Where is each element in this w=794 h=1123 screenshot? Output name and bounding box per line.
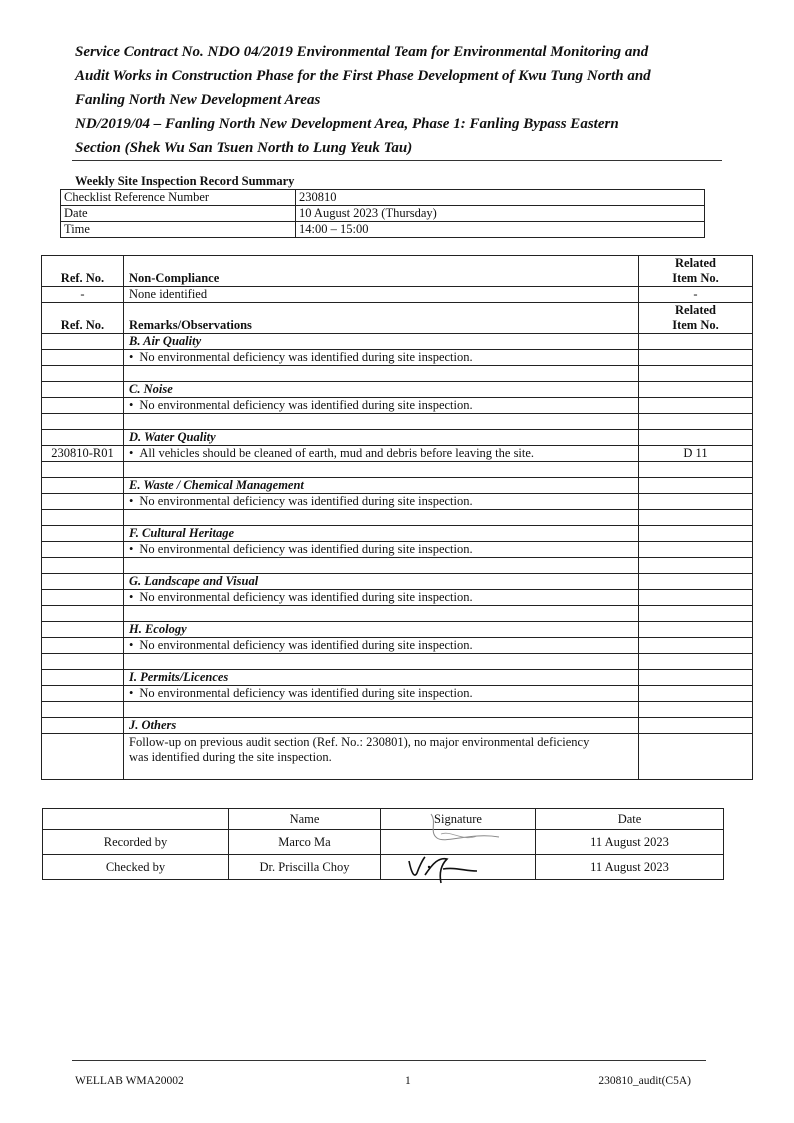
summary-value: 230810 [296,190,705,206]
section-title-row [42,526,753,542]
empty-cell [42,702,124,718]
section-title: F. Cultural Heritage [124,526,639,542]
footer-right: 230810_audit(C5A) [598,1075,691,1087]
empty-cell [124,414,639,430]
section-title: E. Waste / Chemical Management [124,478,639,494]
empty-cell [42,414,124,430]
observation-row [42,686,753,702]
bullet-text: • No environmental deficiency was identified during site inspection. [129,350,473,364]
column-header-ref: Ref. No. [42,303,124,334]
column-header-name: Name [229,809,381,830]
summary-value: 14:00 – 15:00 [296,222,705,238]
signoff-name: Marco Ma [229,830,381,855]
related-cell [639,350,753,366]
empty-cell [42,606,124,622]
section-title: B. Air Quality [124,334,639,350]
summary-row [61,222,705,238]
summary-label: Date [61,206,296,222]
section-title-row [42,718,753,734]
ref-cell [42,542,124,558]
summary-value: 10 August 2023 (Thursday) [296,206,705,222]
column-header-noncompliance: Non-Compliance [124,256,639,287]
related-cell: - [639,287,753,303]
section-title-row [42,478,753,494]
ref-cell [42,622,124,638]
ref-cell [42,478,124,494]
footer-left: WELLAB WMA20002 [75,1075,184,1087]
ref-cell: - [42,287,124,303]
others-row [42,734,753,780]
ref-cell [42,526,124,542]
related-cell [639,382,753,398]
remarks-header-row [42,303,753,334]
signature-cell [381,830,536,855]
noncompliance-row [42,287,753,303]
observation-text [124,590,639,606]
empty-cell [639,414,753,430]
ref-cell [42,382,124,398]
summary-table [60,189,705,238]
section-title: I. Permits/Licences [124,670,639,686]
signoff-date: 11 August 2023 [536,830,724,855]
spacer-row [42,414,753,430]
spacer-row [42,702,753,718]
column-header-remarks: Remarks/Observations [124,303,639,334]
summary-row [61,206,705,222]
section-title-row [42,622,753,638]
ref-cell [42,398,124,414]
summary-label: Time [61,222,296,238]
column-header-ref: Ref. No. [42,256,124,287]
related-cell [639,638,753,654]
section-title-row [42,574,753,590]
observation-row [42,446,753,462]
related-cell: D 11 [639,446,753,462]
related-cell [639,334,753,350]
empty-cell [639,510,753,526]
ref-cell [42,686,124,702]
ref-cell [42,670,124,686]
header-line: Service Contract No. NDO 04/2019 Environmental Team for Environmental Monitoring and [75,44,649,60]
empty-cell [42,510,124,526]
related-cell [639,574,753,590]
empty-cell [124,510,639,526]
ref-cell [42,574,124,590]
bullet-text: • All vehicles should be cleaned of earth, mud and debris before leaving the site. [129,446,534,460]
signoff-role: Recorded by [43,830,229,855]
header-divider [72,160,722,161]
bullet-text: • No environmental deficiency was identified during site inspection. [129,638,473,652]
spacer-row [42,510,753,526]
section-title: C. Noise [124,382,639,398]
observation-text [124,542,639,558]
observation-text [124,446,639,462]
related-cell [639,622,753,638]
empty-cell [124,702,639,718]
observation-row [42,398,753,414]
empty-cell [639,462,753,478]
column-header-signature: Signature [381,809,536,830]
related-cell [639,430,753,446]
empty-cell [639,654,753,670]
signoff-row [43,855,724,880]
ref-cell [42,430,124,446]
summary-row [61,190,705,206]
signature-image [381,853,536,881]
ref-cell [42,494,124,510]
observation-row [42,542,753,558]
empty-cell [124,558,639,574]
observation-row [42,494,753,510]
page-number: 1 [405,1075,411,1087]
bullet-text: • No environmental deficiency was identified during site inspection. [129,542,473,556]
observation-row [42,638,753,654]
empty-cell [639,366,753,382]
section-title-row [42,334,753,350]
bullet-text: • No environmental deficiency was identified during site inspection. [129,686,473,700]
empty-cell [639,606,753,622]
spacer-row [42,558,753,574]
section-title: H. Ecology [124,622,639,638]
summary-label: Checklist Reference Number [61,190,296,206]
spacer-row [42,654,753,670]
ref-cell [42,334,124,350]
ref-cell [42,350,124,366]
signoff-row [43,830,724,855]
signoff-role: Checked by [43,855,229,880]
section-title-row [42,670,753,686]
signature-cell [381,855,536,880]
empty-cell [639,558,753,574]
observation-text [124,350,639,366]
inspection-table [41,255,753,780]
bullet-text: • No environmental deficiency was identified during site inspection. [129,494,473,508]
empty-cell [124,366,639,382]
related-cell [639,590,753,606]
signoff-date: 11 August 2023 [536,855,724,880]
section-title-row [42,430,753,446]
empty-cell [42,654,124,670]
empty-cell [124,654,639,670]
spacer-row [42,462,753,478]
noncompliance-text: None identified [124,287,639,303]
ref-cell: 230810-R01 [42,446,124,462]
bullet-text: • No environmental deficiency was identified during site inspection. [129,398,473,412]
spacer-row [42,606,753,622]
observation-row [42,590,753,606]
signoff-name: Dr. Priscilla Choy [229,855,381,880]
observation-row [42,350,753,366]
empty-cell [42,558,124,574]
empty-cell [42,462,124,478]
observation-text [124,638,639,654]
related-cell [639,478,753,494]
related-cell [639,398,753,414]
header-line: Audit Works in Construction Phase for the First Phase Development of Kwu Tung North and [75,68,651,84]
header-line: Section (Shek Wu San Tsuen North to Lung Yeuk Tau) [75,140,413,156]
observation-text [124,398,639,414]
signature-image [381,828,536,856]
column-header-related: Related Item No. [639,256,753,287]
related-cell [639,542,753,558]
observation-text [124,686,639,702]
bullet-text: • No environmental deficiency was identified during site inspection. [129,590,473,604]
related-cell [639,686,753,702]
summary-title: Weekly Site Inspection Record Summary [75,174,295,188]
section-title: J. Others [124,718,639,734]
signoff-header-row [43,809,724,830]
document-header [75,40,715,160]
header-line: ND/2019/04 – Fanling North New Development Area, Phase 1: Fanling Bypass Eastern [75,116,619,132]
empty-cell [124,606,639,622]
empty-cell [124,462,639,478]
noncompliance-header-row [42,256,753,287]
section-title-row [42,382,753,398]
related-cell [639,526,753,542]
observation-text [124,494,639,510]
header-line: Fanling North New Development Areas [75,92,321,108]
section-title: D. Water Quality [124,430,639,446]
others-text: Follow-up on previous audit section (Ref. No.: 230801), no major environmental deficiency was identified during the site inspection. [124,734,639,780]
related-cell [639,494,753,510]
empty-cell [42,366,124,382]
column-header-related: Related Item No. [639,303,753,334]
related-cell [639,670,753,686]
empty-cell [639,702,753,718]
footer-divider [72,1060,706,1061]
section-title: G. Landscape and Visual [124,574,639,590]
ref-cell [42,638,124,654]
signoff-table [42,808,724,880]
ref-cell [42,590,124,606]
spacer-row [42,366,753,382]
column-header-date: Date [536,809,724,830]
